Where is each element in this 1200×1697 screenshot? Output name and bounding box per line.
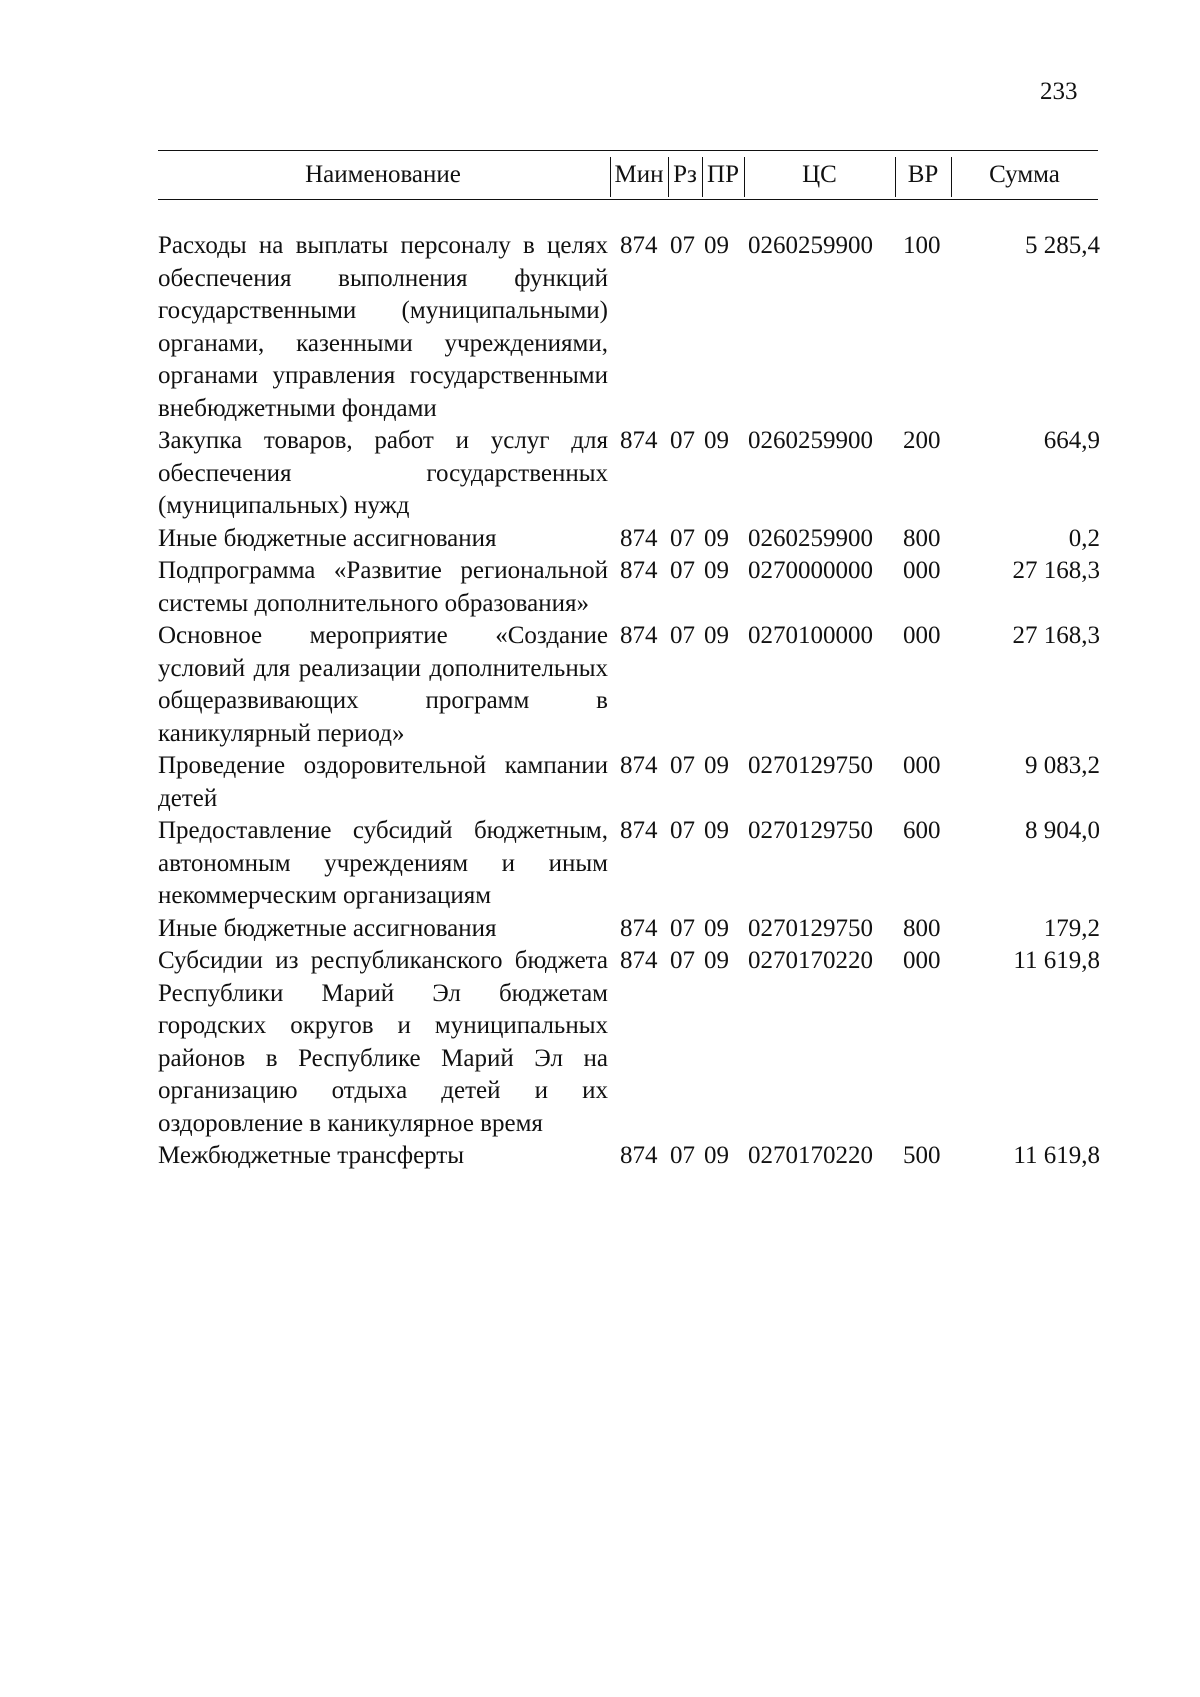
row-cs: 0270100000: [748, 622, 873, 649]
table-row: [158, 1140, 1108, 1173]
row-cs: 0270000000: [748, 557, 873, 584]
row-pr: 09: [704, 1142, 729, 1169]
header-vr: ВР: [907, 161, 939, 188]
row-name: Предоставление субсидий бюджетным, автономным учреждениям и иным некоммерческим организациям: [158, 817, 608, 909]
row-name: Расходы на выплаты персоналу в целях обеспечения выполнения функций государственными (муниципальными) органами, казенными учреждениями, органами управления государственными внебюджетными фондами: [158, 232, 608, 422]
table-row: [158, 913, 1108, 946]
row-min: 874: [620, 427, 658, 454]
row-sum: 179,2: [1043, 914, 1100, 942]
row-sum: 11 619,8: [1013, 1142, 1100, 1169]
table-row: [158, 230, 1108, 425]
row-rz: 07: [670, 427, 695, 454]
row-vr: 800: [903, 914, 941, 942]
row-pr: 09: [704, 557, 729, 584]
table-row: [158, 815, 1108, 913]
row-rz: 07: [670, 817, 695, 844]
row-sum: 664,9: [1043, 427, 1100, 454]
row-name: Основное мероприятие «Создание условий для реализации дополнительных общеразвивающих программ в каникулярный период»: [158, 622, 608, 747]
table-row: [158, 620, 1108, 750]
row-cs: 0270129750: [748, 817, 873, 844]
row-vr: 200: [903, 427, 941, 454]
row-min: 874: [620, 524, 658, 552]
row-cs: 0270129750: [748, 752, 873, 779]
row-vr: 000: [903, 557, 941, 584]
row-sum: 8 904,0: [1025, 817, 1100, 844]
row-cs: 0270129750: [748, 914, 873, 942]
row-pr: 09: [704, 914, 729, 942]
row-name: Иные бюджетные ассигнования: [158, 914, 497, 942]
row-min: 874: [620, 817, 658, 844]
row-sum: 9 083,2: [1025, 752, 1100, 779]
row-vr: 000: [903, 947, 941, 974]
row-rz: 07: [670, 524, 695, 552]
table-row: [158, 425, 1108, 523]
header-cs: ЦС: [802, 161, 837, 188]
row-sum: 27 168,3: [1012, 622, 1100, 649]
row-pr: 09: [704, 232, 729, 259]
row-sum: 0,2: [1068, 524, 1100, 552]
row-pr: 09: [704, 817, 729, 844]
table-row: [158, 523, 1108, 556]
header-rz: Рз: [673, 161, 697, 188]
header-min: Мин: [614, 161, 664, 188]
table-body: [158, 230, 1108, 1173]
table-row: [158, 555, 1108, 620]
row-min: 874: [620, 232, 658, 259]
row-cs: 0270170220: [748, 1142, 873, 1169]
row-cs: 0260259900: [748, 232, 873, 259]
row-min: 874: [620, 622, 658, 649]
row-vr: 000: [903, 752, 941, 779]
header-sum: Сумма: [989, 161, 1060, 188]
row-min: 874: [620, 752, 658, 779]
header-pr: ПР: [707, 161, 739, 188]
row-min: 874: [620, 947, 658, 974]
row-rz: 07: [670, 232, 695, 259]
row-rz: 07: [670, 752, 695, 779]
header-name: Наименование: [305, 161, 461, 188]
row-name: Межбюджетные трансферты: [158, 1142, 465, 1169]
row-pr: 09: [704, 427, 729, 454]
row-vr: 100: [903, 232, 941, 259]
row-sum: 5 285,4: [1025, 232, 1100, 259]
row-rz: 07: [670, 1142, 695, 1169]
row-pr: 09: [704, 752, 729, 779]
row-vr: 000: [903, 622, 941, 649]
table-row: [158, 750, 1108, 815]
row-pr: 09: [704, 524, 729, 552]
row-sum: 11 619,8: [1013, 947, 1100, 974]
row-name: Иные бюджетные ассигнования: [158, 524, 497, 552]
row-rz: 07: [670, 947, 695, 974]
row-min: 874: [620, 914, 658, 942]
row-rz: 07: [670, 914, 695, 942]
table-header: [158, 150, 1098, 200]
row-pr: 09: [704, 947, 729, 974]
row-name: Субсидии из республиканского бюджета Республики Марий Эл бюджетам городских округов и муниципальных районов в Республике Марий Эл на организацию отдыха детей и их оздоровление в каникулярное время: [158, 947, 608, 1137]
row-cs: 0260259900: [748, 524, 873, 552]
row-cs: 0260259900: [748, 427, 873, 454]
row-vr: 500: [903, 1142, 941, 1169]
row-vr: 600: [903, 817, 941, 844]
row-min: 874: [620, 557, 658, 584]
row-pr: 09: [704, 622, 729, 649]
page-number: 233: [1040, 78, 1078, 105]
row-sum: 27 168,3: [1012, 557, 1100, 584]
row-min: 874: [620, 1142, 658, 1169]
row-name: Проведение оздоровительной кампании детей: [158, 752, 608, 812]
row-rz: 07: [670, 622, 695, 649]
table-row: [158, 945, 1108, 1140]
row-name: Закупка товаров, работ и услуг для обеспечения государственных (муниципальных) нужд: [158, 427, 608, 519]
row-cs: 0270170220: [748, 947, 873, 974]
row-name: Подпрограмма «Развитие региональной системы дополнительного образования»: [158, 557, 608, 617]
row-vr: 800: [903, 524, 941, 552]
row-rz: 07: [670, 557, 695, 584]
